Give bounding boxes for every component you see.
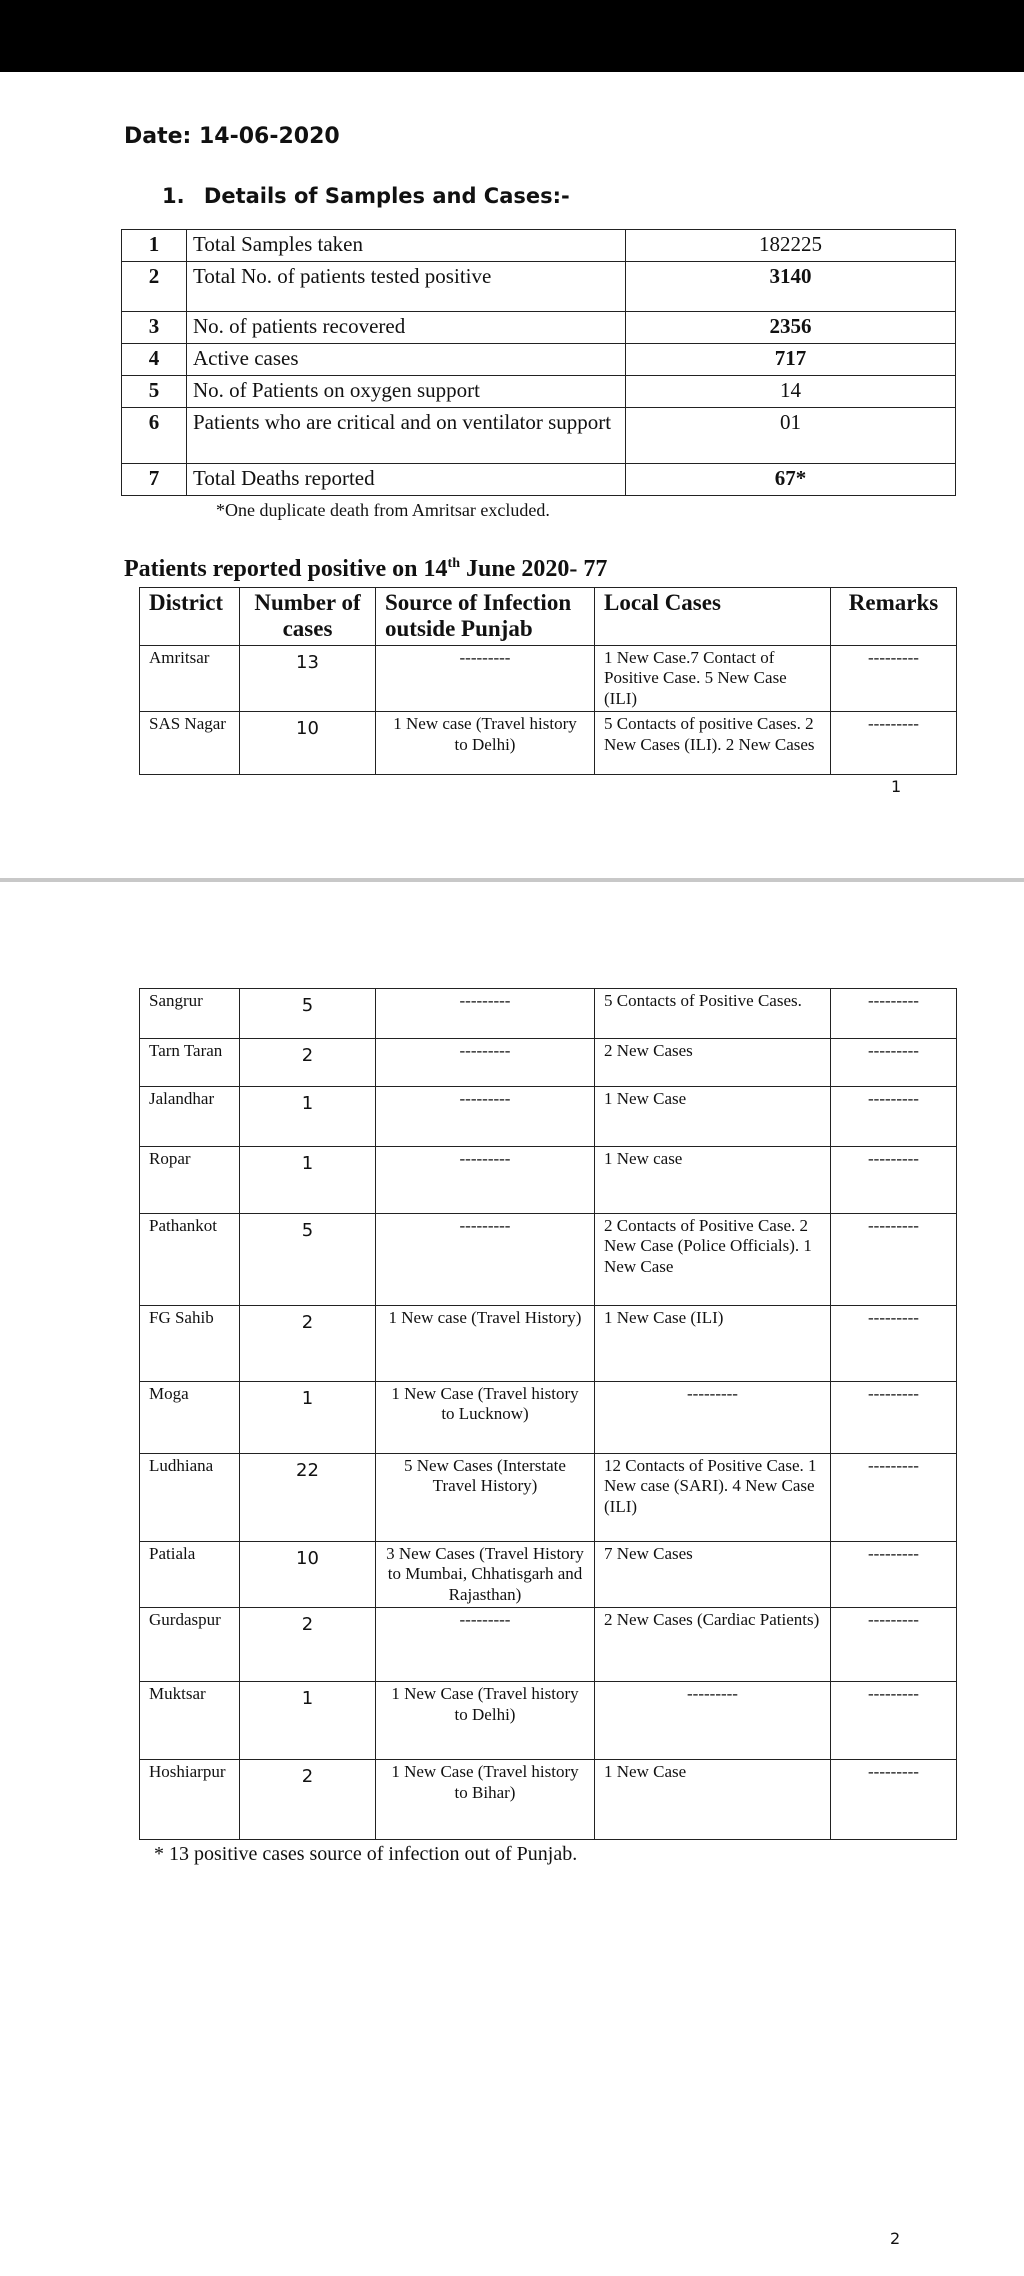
cell-district: Sangrur bbox=[140, 989, 240, 1039]
summary-row bbox=[122, 262, 956, 312]
cell-local: --------- bbox=[595, 1382, 831, 1454]
table-row bbox=[140, 1760, 957, 1840]
cell-district: Muktsar bbox=[140, 1682, 240, 1760]
cell-local: 5 Contacts of Positive Cases. bbox=[595, 989, 831, 1039]
cell-local: 5 Contacts of positive Cases. 2 New Cases (ILI). 2 New Cases bbox=[595, 712, 831, 775]
row-value: 3140 bbox=[626, 262, 956, 312]
cell-district: Ropar bbox=[140, 1147, 240, 1214]
table-row bbox=[140, 1306, 957, 1382]
report-date: Date: 14-06-2020 bbox=[124, 124, 340, 149]
row-number: 3 bbox=[122, 312, 187, 344]
cell-remarks: --------- bbox=[831, 1087, 957, 1147]
cell-district: Moga bbox=[140, 1382, 240, 1454]
cell-remarks: --------- bbox=[831, 1454, 957, 1542]
summary-row bbox=[122, 376, 956, 408]
cell-source: 3 New Cases (Travel History to Mumbai, Chhatisgarh and Rajasthan) bbox=[376, 1542, 595, 1608]
cell-source: --------- bbox=[376, 989, 595, 1039]
table-row bbox=[140, 1147, 957, 1214]
cell-remarks: --------- bbox=[831, 1039, 957, 1087]
cell-cases: 22 bbox=[240, 1454, 376, 1542]
cell-cases: 1 bbox=[240, 1087, 376, 1147]
cell-cases: 2 bbox=[240, 1039, 376, 1087]
cell-local: 1 New Case bbox=[595, 1087, 831, 1147]
cell-district: Ludhiana bbox=[140, 1454, 240, 1542]
section-number: 1. bbox=[162, 184, 185, 208]
cell-cases: 10 bbox=[240, 1542, 376, 1608]
cell-remarks: --------- bbox=[831, 1382, 957, 1454]
cell-cases: 2 bbox=[240, 1608, 376, 1682]
cell-local: 12 Contacts of Positive Case. 1 New case (SARI). 4 New Case (ILI) bbox=[595, 1454, 831, 1542]
cell-local: 2 New Cases bbox=[595, 1039, 831, 1087]
cell-remarks: --------- bbox=[831, 712, 957, 775]
row-label: No. of Patients on oxygen support bbox=[187, 376, 626, 408]
cell-local: 2 Contacts of Positive Case. 2 New Case (Police Officials). 1 New Case bbox=[595, 1214, 831, 1306]
header-district: District bbox=[140, 588, 240, 646]
cell-local: 1 New Case (ILI) bbox=[595, 1306, 831, 1382]
cell-cases: 1 bbox=[240, 1382, 376, 1454]
cell-source: 1 New Case (Travel history to Bihar) bbox=[376, 1760, 595, 1840]
cell-source: --------- bbox=[376, 646, 595, 712]
header-local: Local Cases bbox=[595, 588, 831, 646]
cell-remarks: --------- bbox=[831, 1147, 957, 1214]
cell-district: Tarn Taran bbox=[140, 1039, 240, 1087]
cell-remarks: --------- bbox=[831, 1682, 957, 1760]
cell-local: 2 New Cases (Cardiac Patients) bbox=[595, 1608, 831, 1682]
row-label: Total Samples taken bbox=[187, 230, 626, 262]
cell-district: Amritsar bbox=[140, 646, 240, 712]
table-row bbox=[140, 646, 957, 712]
cell-local: --------- bbox=[595, 1682, 831, 1760]
table-row bbox=[140, 1214, 957, 1306]
page2-footnote: * 13 positive cases source of infection out of Punjab. bbox=[154, 1843, 578, 1865]
cell-source: 1 New case (Travel history to Delhi) bbox=[376, 712, 595, 775]
row-label: No. of patients recovered bbox=[187, 312, 626, 344]
row-value: 67* bbox=[626, 464, 956, 496]
row-label: Active cases bbox=[187, 344, 626, 376]
summary-row bbox=[122, 230, 956, 262]
cell-source: --------- bbox=[376, 1039, 595, 1087]
row-number: 6 bbox=[122, 408, 187, 464]
cell-local: 1 New Case bbox=[595, 1760, 831, 1840]
cell-source: 5 New Cases (Interstate Travel History) bbox=[376, 1454, 595, 1542]
cell-local: 1 New Case.7 Contact of Positive Case. 5 New Case (ILI) bbox=[595, 646, 831, 712]
row-number: 7 bbox=[122, 464, 187, 496]
row-label: Total No. of patients tested positive bbox=[187, 262, 626, 312]
cell-source: --------- bbox=[376, 1087, 595, 1147]
summary-row bbox=[122, 344, 956, 376]
cell-remarks: --------- bbox=[831, 989, 957, 1039]
top-black-bar bbox=[0, 0, 1024, 72]
cell-remarks: --------- bbox=[831, 646, 957, 712]
cell-district: Jalandhar bbox=[140, 1087, 240, 1147]
row-value: 01 bbox=[626, 408, 956, 464]
cell-cases: 5 bbox=[240, 1214, 376, 1306]
cell-district: Patiala bbox=[140, 1542, 240, 1608]
cell-remarks: --------- bbox=[831, 1542, 957, 1608]
table-row bbox=[140, 1087, 957, 1147]
title-superscript: th bbox=[447, 556, 460, 571]
cell-cases: 2 bbox=[240, 1306, 376, 1382]
section-title: Details of Samples and Cases:- bbox=[203, 184, 570, 208]
row-number: 1 bbox=[122, 230, 187, 262]
cell-cases: 1 bbox=[240, 1147, 376, 1214]
row-value: 717 bbox=[626, 344, 956, 376]
cell-district: FG Sahib bbox=[140, 1306, 240, 1382]
cell-remarks: --------- bbox=[831, 1608, 957, 1682]
table-row bbox=[140, 1039, 957, 1087]
cell-cases: 5 bbox=[240, 989, 376, 1039]
cell-source: --------- bbox=[376, 1214, 595, 1306]
row-value: 182225 bbox=[626, 230, 956, 262]
summary-table bbox=[121, 229, 956, 496]
table-row bbox=[140, 1608, 957, 1682]
row-number: 2 bbox=[122, 262, 187, 312]
cell-remarks: --------- bbox=[831, 1214, 957, 1306]
cell-source: 1 New Case (Travel history to Delhi) bbox=[376, 1682, 595, 1760]
summary-row bbox=[122, 408, 956, 464]
title-text: Patients reported positive on 14 bbox=[124, 556, 448, 582]
page-number: 1 bbox=[891, 777, 902, 796]
section-heading bbox=[162, 184, 570, 208]
cell-local: 7 New Cases bbox=[595, 1542, 831, 1608]
row-number: 4 bbox=[122, 344, 187, 376]
summary-row bbox=[122, 464, 956, 496]
page-number: 2 bbox=[890, 2229, 901, 2248]
table-row bbox=[140, 1382, 957, 1454]
cell-source: --------- bbox=[376, 1147, 595, 1214]
row-value: 14 bbox=[626, 376, 956, 408]
row-label: Patients who are critical and on ventilator support bbox=[187, 408, 626, 464]
summary-row bbox=[122, 312, 956, 344]
district-cases-table-page2 bbox=[139, 988, 957, 1840]
cell-source: 1 New case (Travel History) bbox=[376, 1306, 595, 1382]
cell-district: SAS Nagar bbox=[140, 712, 240, 775]
cell-district: Hoshiarpur bbox=[140, 1760, 240, 1840]
cell-source: --------- bbox=[376, 1608, 595, 1682]
row-value: 2356 bbox=[626, 312, 956, 344]
header-cases: Number of cases bbox=[240, 588, 376, 646]
cell-cases: 2 bbox=[240, 1760, 376, 1840]
cell-cases: 10 bbox=[240, 712, 376, 775]
positive-cases-title bbox=[124, 556, 607, 583]
table-header-row bbox=[140, 588, 957, 646]
table-row bbox=[140, 1542, 957, 1608]
table-row bbox=[140, 1682, 957, 1760]
cell-district: Gurdaspur bbox=[140, 1608, 240, 1682]
header-remarks: Remarks bbox=[831, 588, 957, 646]
table-row bbox=[140, 712, 957, 775]
cell-remarks: --------- bbox=[831, 1760, 957, 1840]
cell-remarks: --------- bbox=[831, 1306, 957, 1382]
row-number: 5 bbox=[122, 376, 187, 408]
cell-cases: 13 bbox=[240, 646, 376, 712]
cell-local: 1 New case bbox=[595, 1147, 831, 1214]
page-divider bbox=[0, 878, 1024, 882]
summary-footnote: *One duplicate death from Amritsar excluded. bbox=[216, 500, 550, 520]
cell-district: Pathankot bbox=[140, 1214, 240, 1306]
table-row bbox=[140, 989, 957, 1039]
title-text-end: June 2020- 77 bbox=[459, 556, 608, 582]
header-source: Source of Infection outside Punjab bbox=[376, 588, 595, 646]
table-row bbox=[140, 1454, 957, 1542]
district-cases-table-page1 bbox=[139, 587, 957, 775]
cell-cases: 1 bbox=[240, 1682, 376, 1760]
cell-source: 1 New Case (Travel history to Lucknow) bbox=[376, 1382, 595, 1454]
row-label: Total Deaths reported bbox=[187, 464, 626, 496]
